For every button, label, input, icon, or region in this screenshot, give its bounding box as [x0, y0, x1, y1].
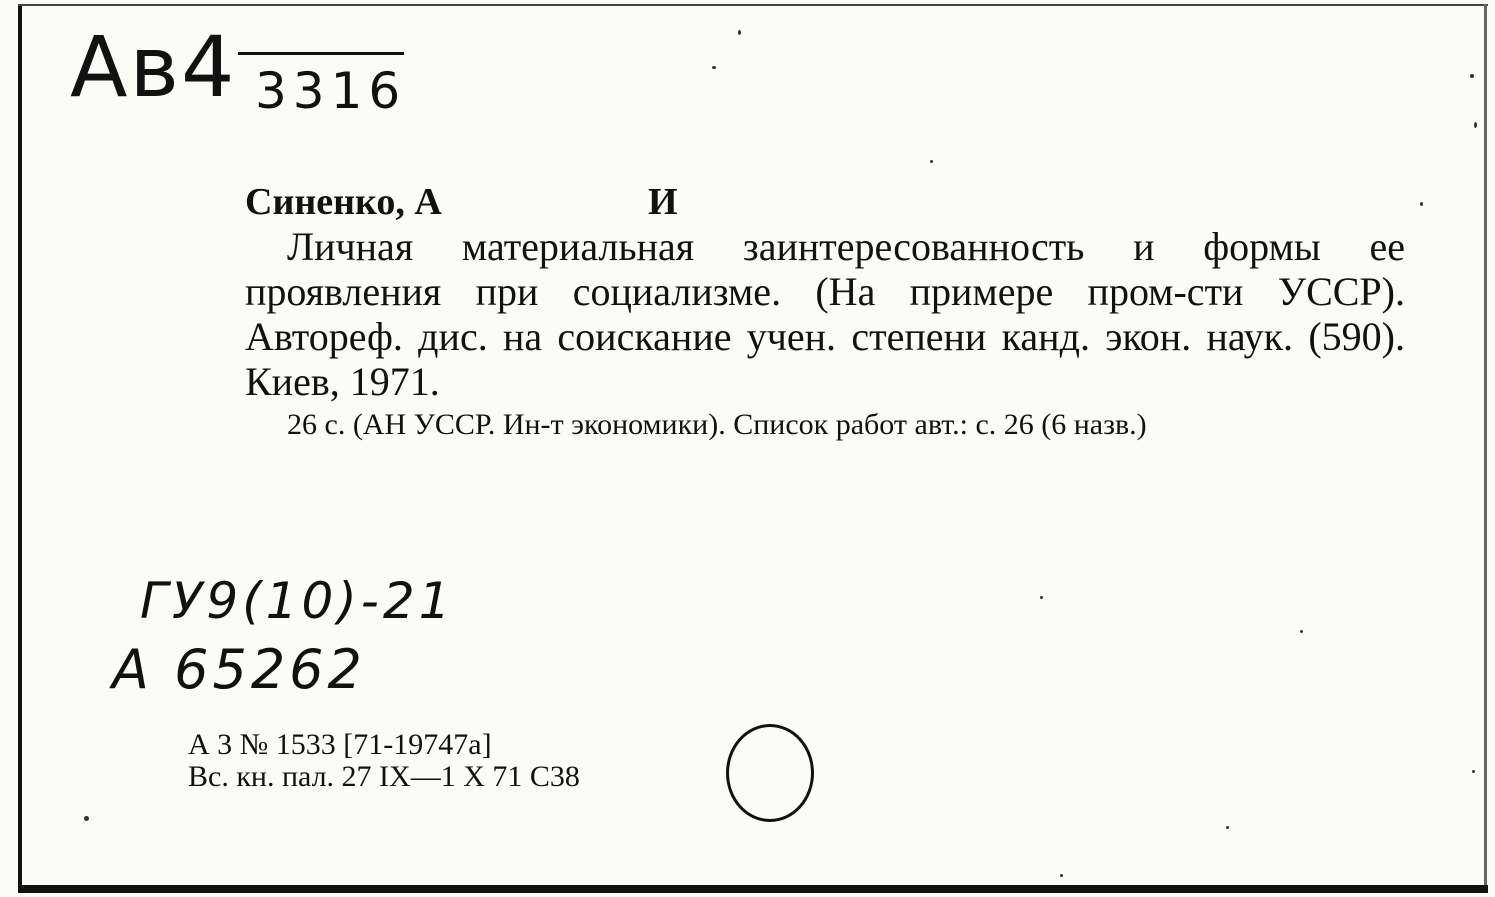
- card-left-edge: [18, 6, 22, 886]
- card-top-edge: [18, 4, 1488, 6]
- card-right-edge: [1484, 4, 1487, 892]
- dust-speck: [1040, 596, 1043, 599]
- dust-speck: [1420, 202, 1423, 206]
- print-info: Вс. кн. пал. 27 IX—1 X 71 С38: [188, 760, 580, 793]
- dust-speck: [1300, 630, 1303, 633]
- dust-speck: [712, 66, 716, 69]
- stamp-circle: [726, 724, 814, 822]
- dust-speck: [1472, 770, 1475, 773]
- order-number: А 3 № 1533 [71-19747а]: [188, 728, 492, 761]
- dust-speck: [738, 30, 741, 35]
- dust-speck: [930, 160, 933, 163]
- author-name: Синенко, А: [245, 181, 442, 223]
- dust-speck: [1226, 826, 1229, 829]
- classification-mark: ГУ9(10)-21: [140, 572, 455, 630]
- inventory-number: А 65262: [112, 638, 366, 701]
- work-title: Личная материальная заинтересованность и формы ее проявления при социализме. (На примере пром-сти УССР). Автореф. дис. на соискание учен. степени канд. экон. наук. (590). Киев, 1971.: [245, 224, 1405, 404]
- dust-speck: [1060, 874, 1063, 877]
- shelf-mark-number: 3316: [255, 62, 407, 120]
- author-second-initial: И: [648, 181, 678, 223]
- dust-speck: [1474, 122, 1477, 128]
- shelf-mark-prefix: Ав4: [70, 18, 237, 116]
- dust-speck: [84, 816, 89, 821]
- card-bottom-edge: [18, 885, 1488, 893]
- shelf-mark-overline: [238, 52, 404, 55]
- dust-speck: [1470, 74, 1474, 78]
- physical-description: 26 с. (АН УССР. Ин-т экономики). Список работ авт.: с. 26 (6 назв.): [287, 408, 1147, 441]
